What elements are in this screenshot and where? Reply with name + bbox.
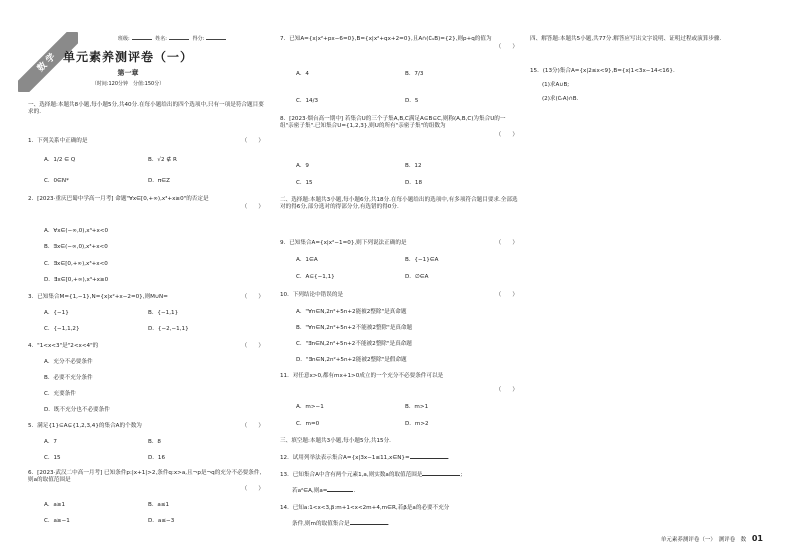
q9-option-a: A．1∈A: [296, 257, 318, 263]
question-13: 13．已知集合A中含有两个元素1,a,则实数a的取值范围是 ;: [280, 472, 463, 478]
question-3: 3．已知集合M={1,−1},N={x|x²+x−2=0},则M∪N= （ ）: [28, 294, 264, 300]
column-middle: [280, 0, 522, 556]
q7-option-a: A．4: [296, 71, 309, 77]
q6-option-b: B．a≤1: [148, 502, 170, 508]
q2-option-c: C．∃x∈[0,+∞),x³+x<0: [44, 261, 108, 267]
q8-option-b: B．12: [405, 163, 422, 169]
page-footer: [661, 534, 763, 544]
question-9: 9．已知集合A={x|x²−1=0},则下列说法正确的是 （ ）: [280, 240, 518, 246]
q7-option-c: C．14/3: [296, 98, 319, 104]
score-blank[interactable]: [206, 39, 226, 40]
chapter-title: 第一章: [117, 69, 139, 77]
question-2: 2．[2023·重庆巴蜀中学高一月考] 命题"∀x∈[0,+∞),x³+x≥0"的否定是 （ ）: [28, 196, 264, 210]
q6-option-a: A．a≥1: [44, 502, 66, 508]
question-15-part-1: (1)求A∪B;: [542, 82, 570, 88]
q11-option-c: C．m=0: [296, 421, 320, 427]
q4-option-c: C．充要条件: [44, 391, 76, 397]
question-6: 6．[2023·武汉二中高一月考] 已知条件p:|x+1|>2,条件q:x>a,且¬p是¬q的充分不必要条件,则a的取值范围是 （ ）: [28, 470, 264, 492]
q4-option-a: A．充分不必要条件: [44, 359, 93, 365]
question-5: 5．满足{1}⊆A⊊{1,2,3,4}的集合A的个数为 （ ）: [28, 423, 264, 429]
q11-option-b: B．m>1: [405, 404, 429, 410]
q11-option-a: A．m>−1: [296, 404, 324, 410]
q11-option-d: D．m>2: [405, 421, 429, 427]
q5-option-c: C．15: [44, 455, 61, 461]
question-1: 1．下列关系中正确的是 （ ）: [28, 138, 264, 144]
question-14-part-2: 条件,则m的取值集合是 .: [292, 521, 390, 527]
q4-option-b: B．必要不充分条件: [44, 375, 93, 381]
q14-blank[interactable]: [350, 524, 388, 525]
class-blank[interactable]: [132, 39, 152, 40]
q8-option-d: D．18: [405, 180, 423, 186]
q8-option-c: C．15: [296, 180, 313, 186]
q10-option-b: B．"∀n∈N,2n²+5n+2不能被2整除"是真命题: [296, 325, 413, 331]
q7-option-b: B．7/3: [405, 71, 424, 77]
question-12: 12．试用列举法表示集合A={x|3x−1≤11,x∈N}= .: [280, 455, 450, 461]
student-fields: [118, 36, 228, 42]
q4-option-d: D．既不充分也不必要条件: [44, 407, 110, 413]
class-label: 班级:: [118, 36, 130, 42]
q6-option-c: C．a≥−1: [44, 518, 70, 524]
question-4: 4．"1<x<3"是"2<x<4"的 （ ）: [28, 343, 264, 349]
q2-option-b: B．∃x∈(−∞,0),x³+x<0: [44, 244, 108, 250]
score-label: 得分:: [192, 36, 205, 42]
question-8: 8．[2023·烟台高一期中] 若集合U的三个子集A,B,C满足A⊆B⊆C,则称(A,B,C)为集合U的一组"亲密子集".已知集合U={1,2,3},则U的所有"亲密子集"的组数为 （ ）: [280, 116, 518, 138]
q8-option-a: A．9: [296, 163, 309, 169]
q7-option-d: D．5: [405, 98, 419, 104]
q1-option-a: A．1/2 ∈ Q: [44, 157, 76, 163]
question-15: 15．(13分)集合A={x|2≤x<9},B={x|1<3x−14<16}.: [530, 68, 675, 74]
q3-option-c: C．{−1,1,2}: [44, 326, 80, 332]
section-4-instructions: 四、解答题:本题共5小题,共77分.解答应写出文字说明、证明过程或演算步骤.: [530, 36, 722, 42]
question-13-part-2: 若a²∈A,则a= .: [292, 488, 356, 494]
question-14: 14．已知a:1<x<3,β:m+1<x<2m+4,m∈R,若β是a的必要不充分: [280, 505, 450, 511]
name-label: 姓名:: [155, 36, 167, 42]
q10-option-d: D．"∃n∈N,2n²+5n+2能被2整除"是假命题: [296, 357, 407, 363]
q9-option-c: C．A⊆{−1,1}: [296, 274, 335, 280]
column-right: [530, 0, 775, 556]
question-15-part-2: (2)求(∁ᵣA)∩B.: [542, 96, 579, 102]
page-title: 单元素养测评卷（一）: [62, 50, 193, 64]
q6-option-d: D．a≤−3: [148, 518, 175, 524]
q5-option-d: D．16: [148, 455, 166, 461]
question-7: 7．已知A={x|x²+px−6=0},B={x|x²+qx+2=0},且A∩(∁ᵤB)={2},则p+q的值为 （ ）: [280, 36, 518, 50]
q1-option-c: C．0∈N*: [44, 178, 69, 184]
q10-option-c: C．"∃n∈N,2n²+5n+2不能被2整除"是真命题: [296, 341, 412, 347]
section-3-instructions: 三、填空题:本题共3小题,每小题5分,共15分.: [280, 438, 391, 444]
question-11: 11．对任意x>0,都有mx+1>0成立的一个充分不必要条件可以是 （ ）: [280, 373, 518, 393]
section-2-instructions: 二、选择题:本题共3小题,每小题6分,共18分.在每小题给出的选项中,有多项符合题目要求.全部选对的得6分,部分选对的得部分分,有选错的得0分.: [280, 197, 518, 210]
q9-option-b: B．{−1}∈A: [405, 257, 439, 263]
q13-blank-2[interactable]: [327, 491, 353, 492]
q12-blank[interactable]: [410, 458, 448, 459]
q13-blank-1[interactable]: [422, 475, 460, 476]
q9-option-d: D．∅∈A: [405, 274, 429, 280]
time-info: （时间:120分钟 分值:150分）: [91, 81, 165, 87]
column-left: [28, 0, 268, 556]
q3-option-d: D．{−2,−1,1}: [148, 326, 189, 332]
q2-option-d: D．∃x∈[0,+∞),x³+x≥0: [44, 277, 109, 283]
page-number: 01: [751, 534, 763, 543]
q3-option-b: B．{−1,1}: [148, 310, 179, 316]
q1-option-d: D．π∈Z: [148, 178, 170, 184]
footer-label: 单元素养测评卷（一） 测评卷 数: [660, 537, 747, 543]
q5-option-b: B．8: [148, 439, 161, 445]
q10-option-a: A．"∀n∈N,2n²+5n+2能被2整除"是真命题: [296, 309, 407, 315]
name-blank[interactable]: [169, 39, 189, 40]
q5-option-a: A．7: [44, 439, 57, 445]
q2-option-a: A．∀x∈(−∞,0),x³+x<0: [44, 228, 109, 234]
q3-option-a: A．{−1}: [44, 310, 69, 316]
subject-tag: 数学: [18, 32, 78, 92]
q1-option-b: B．√2 ∉ R: [148, 157, 177, 163]
section-1-instructions: 一、选择题:本题共8小题,每小题5分,共40分.在每小题给出的四个选项中,只有一项是符合题目要求的.: [28, 102, 264, 115]
question-10: 10．下列结论中错误的是 （ ）: [280, 292, 518, 298]
